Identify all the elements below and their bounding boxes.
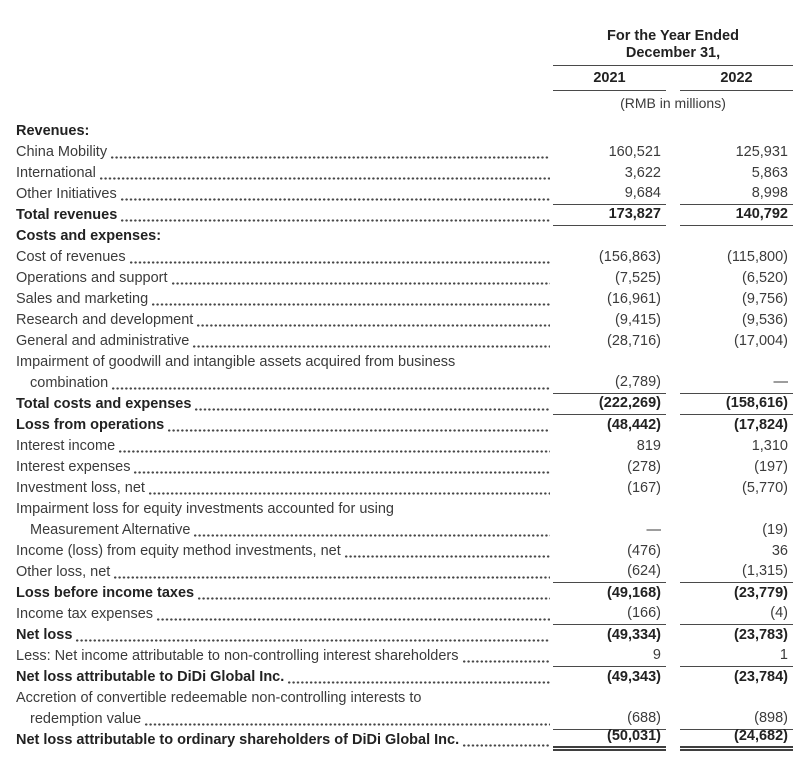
dot-leader [109, 142, 550, 163]
table-row [16, 730, 793, 751]
value-cell-2022: (5,770) [742, 480, 788, 496]
value-cell-2022: 140,792 [680, 205, 793, 226]
row-label: Sales and marketing [16, 291, 149, 307]
value-cell-2022: (898) [680, 709, 793, 730]
row-label: Impairment loss for equity investments accounted for using [16, 501, 394, 517]
dot-leader [193, 394, 550, 415]
dot-leader [98, 163, 550, 184]
row-label: Impairment of goodwill and intangible assets acquired from business [16, 354, 456, 370]
value-cell-2022: 5,863 [751, 165, 788, 181]
row-label: Loss from operations [16, 417, 165, 433]
value-cell-2021: 160,521 [608, 144, 661, 160]
value-cell-2021: 173,827 [553, 205, 666, 226]
table-row [16, 583, 793, 604]
dot-leader [132, 457, 550, 478]
table-row [16, 205, 793, 226]
dot-leader [150, 289, 550, 310]
dot-leader [155, 604, 550, 625]
table-row [16, 247, 793, 268]
period-title-line1: For the Year Ended [607, 28, 739, 44]
row-label: Measurement Alternative [30, 522, 191, 538]
value-cell-2021: 819 [636, 438, 661, 454]
dot-leader [119, 184, 550, 205]
dot-leader [191, 331, 550, 352]
table-row [16, 289, 793, 310]
value-cell-2021: (49,168) [606, 585, 661, 601]
row-label: Costs and expenses: [16, 228, 162, 244]
row-label: redemption value [30, 711, 142, 727]
value-cell-2022: (23,784) [733, 669, 788, 685]
row-label: Loss before income taxes [16, 585, 195, 601]
row-label: Operations and support [16, 270, 168, 286]
dot-leader [119, 205, 550, 226]
value-cell-2021: (166) [553, 604, 666, 625]
row-label: Net loss [16, 627, 73, 643]
dot-leader [196, 583, 550, 604]
row-label: Revenues: [16, 123, 90, 139]
row-label: Net loss attributable to DiDi Global Inc. [16, 669, 285, 685]
section-header-row [16, 226, 793, 247]
table-row [16, 373, 793, 394]
row-label: Net loss attributable to ordinary shareholders of DiDi Global Inc. [16, 732, 460, 748]
dot-leader [143, 709, 550, 730]
table-row [16, 520, 793, 541]
table-row [16, 457, 793, 478]
table-row [16, 310, 793, 331]
dot-leader [74, 625, 550, 646]
row-label: Total costs and expenses [16, 396, 192, 412]
income-statement-table-body [16, 121, 793, 751]
value-cell-2022: (17,824) [733, 417, 788, 433]
row-label: Investment loss, net [16, 480, 145, 496]
dot-leader [166, 415, 550, 436]
value-cell-2022: (115,800) [727, 249, 788, 265]
table-row [16, 436, 793, 457]
value-cell-2022: (23,779) [733, 585, 788, 601]
dot-leader [461, 646, 551, 667]
value-cell-2022: (19) [762, 522, 788, 538]
value-cell-2021: (49,334) [606, 627, 661, 643]
year-column-header-2022: 2022 [680, 70, 793, 91]
row-label: Income (loss) from equity method investments, net [16, 543, 341, 559]
table-row [16, 709, 793, 730]
row-label: Less: Net income attributable to non-controlling interest shareholders [16, 648, 459, 664]
dot-leader [112, 562, 550, 583]
value-cell-2021: (278) [627, 459, 661, 475]
value-cell-2021: 9,684 [553, 184, 666, 205]
row-label: China Mobility [16, 144, 108, 160]
value-cell-2022: (4) [680, 604, 793, 625]
value-cell-2021: (156,863) [598, 249, 661, 265]
table-row [16, 415, 793, 436]
table-row [16, 394, 793, 415]
value-cell-2021: (688) [553, 709, 666, 730]
dot-leader [286, 667, 550, 688]
table-row [16, 625, 793, 646]
table-row [16, 331, 793, 352]
value-cell-2022: — [680, 373, 793, 394]
row-label: Interest income [16, 438, 116, 454]
row-label: Other Initiatives [16, 186, 117, 202]
value-cell-2021: (7,525) [615, 270, 661, 286]
row-label: Research and development [16, 312, 194, 328]
value-cell-2021: (2,789) [553, 373, 666, 394]
row-label: Interest expenses [16, 459, 131, 475]
value-cell-2022: 1,310 [751, 438, 788, 454]
value-cell-2022: (23,783) [733, 627, 788, 643]
row-label: Total revenues [16, 207, 118, 223]
value-cell-2022: (197) [754, 459, 788, 475]
table-row [16, 352, 793, 373]
value-cell-2022: 1 [680, 646, 793, 667]
value-cell-2021: (50,031) [553, 730, 666, 751]
dot-leader [110, 373, 550, 394]
table-row [16, 604, 793, 625]
value-cell-2021: (167) [627, 480, 661, 496]
year-column-header-2021: 2021 [553, 70, 666, 91]
dot-leader [195, 310, 550, 331]
table-row [16, 541, 793, 562]
dot-leader [170, 268, 550, 289]
dot-leader [147, 478, 550, 499]
row-label: combination [30, 375, 109, 391]
dot-leader [117, 436, 550, 457]
table-row [16, 142, 793, 163]
table-row [16, 163, 793, 184]
row-label: Accretion of convertible redeemable non-controlling interests to [16, 690, 422, 706]
value-cell-2021: 3,622 [624, 165, 661, 181]
row-label: Other loss, net [16, 564, 111, 580]
value-cell-2022: 125,931 [735, 144, 788, 160]
dot-leader [343, 541, 550, 562]
value-cell-2021: (49,343) [606, 669, 661, 685]
table-row [16, 478, 793, 499]
value-cell-2022: (24,682) [680, 730, 793, 751]
value-cell-2021: (16,961) [606, 291, 661, 307]
value-cell-2021: (222,269) [553, 394, 666, 415]
dot-leader [461, 730, 550, 751]
dot-leader [128, 247, 550, 268]
table-row [16, 667, 793, 688]
value-cell-2022: (9,536) [742, 312, 788, 328]
currency-unit-note: (RMB in millions) [620, 95, 726, 111]
value-cell-2022: (1,315) [680, 562, 793, 583]
value-cell-2022: (158,616) [680, 394, 793, 415]
row-label: Income tax expenses [16, 606, 154, 622]
value-cell-2022: (9,756) [742, 291, 788, 307]
value-cell-2021: (476) [627, 543, 661, 559]
value-cell-2022: 36 [771, 543, 788, 559]
table-column-header [553, 28, 793, 113]
table-row [16, 268, 793, 289]
dot-leader [192, 520, 550, 541]
table-row [16, 184, 793, 205]
table-row [16, 499, 793, 520]
value-cell-2022: (17,004) [733, 333, 788, 349]
value-cell-2021: — [646, 522, 661, 538]
table-row [16, 646, 793, 667]
row-label: International [16, 165, 96, 181]
value-cell-2021: (48,442) [606, 417, 661, 433]
table-row [16, 562, 793, 583]
period-title-line2: December 31, [553, 45, 793, 66]
value-cell-2021: 9 [553, 646, 666, 667]
value-cell-2021: (624) [553, 562, 666, 583]
table-row [16, 688, 793, 709]
row-label: General and administrative [16, 333, 190, 349]
value-cell-2021: (28,716) [606, 333, 661, 349]
row-label: Cost of revenues [16, 249, 126, 265]
value-cell-2022: 8,998 [680, 184, 793, 205]
value-cell-2021: (9,415) [615, 312, 661, 328]
section-header-row [16, 121, 793, 142]
year-columns [553, 70, 793, 91]
value-cell-2022: (6,520) [742, 270, 788, 286]
